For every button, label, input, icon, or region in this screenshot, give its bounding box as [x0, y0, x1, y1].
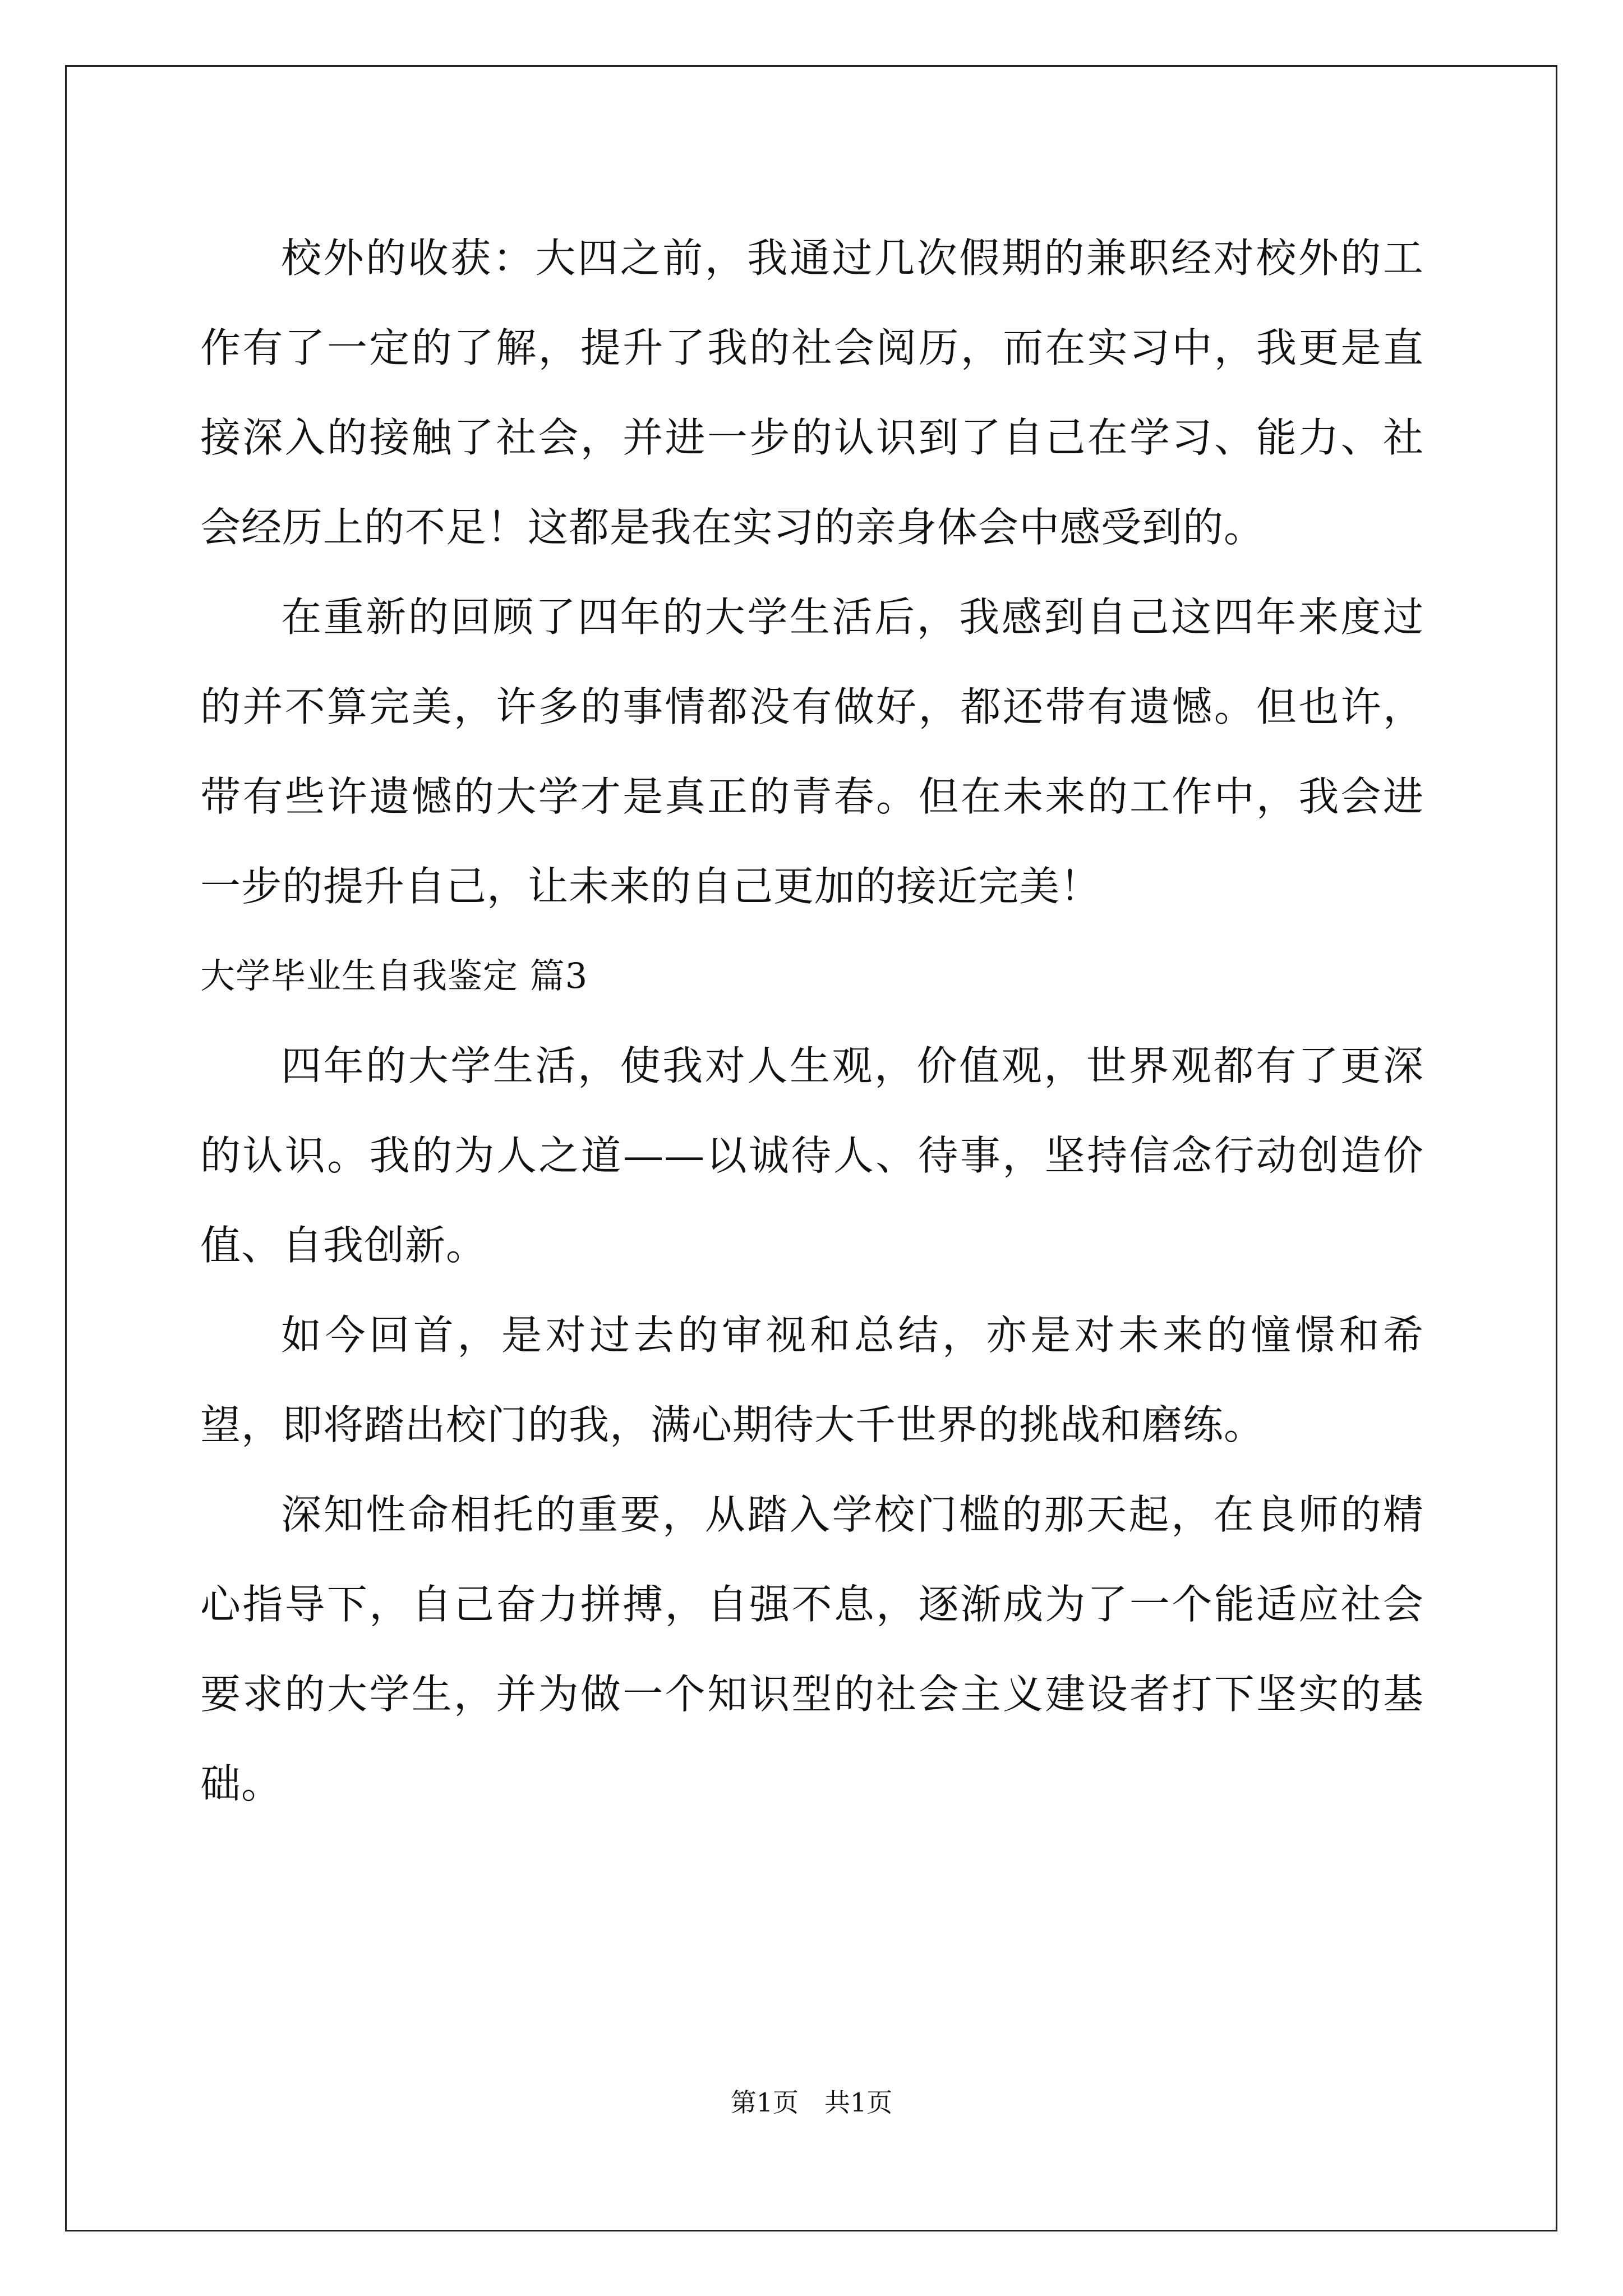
paragraph-worldview: 四年的大学生活，使我对人生观，价值观，世界观都有了更深的认识。我的为人之道——以诚待人、待事，坚持信念行动创造价值、自我创新。 [200, 1042, 1424, 1269]
page-number-footer: 第1页 共1页 [730, 2087, 893, 2118]
paragraph-growth: 深知性命相托的重要，从踏入学校门槛的那天起，在良师的精心指导下，自己奋力拼搏，自强不息，逐渐成为了一个能适应社会要求的大学生，并为做一个知识型的社会主义建设者打下坚实的基础。 [200, 1491, 1424, 1807]
section-heading: 大学毕业生自我鉴定 篇3 [200, 955, 588, 996]
paragraph-campus-gains: 校外的收获：大四之前，我通过几次假期的兼职经对校外的工作有了一定的了解，提升了我的社会阅历，而在实习中，我更是直接深入的接触了社会，并进一步的认识到了自己在学习、能力、社会经历上的不足！这都是我在实习的亲身体会中感受到的。 [200, 234, 1424, 551]
paragraph-looking-back: 如今回首，是对过去的审视和总结，亦是对未来的憧憬和希望，即将踏出校门的我，满心期待大千世界的挑战和磨练。 [200, 1312, 1424, 1448]
document-body [200, 213, 1424, 1829]
paragraph-reflection: 在重新的回顾了四年的大学生活后，我感到自己这四年来度过的并不算完美，许多的事情都没有做好，都还带有遗憾。但也许，带有些许遗憾的大学才是真正的青春。但在未来的工作中，我会进一步的提升自己，让未来的自己更加的接近完美！ [200, 593, 1424, 910]
